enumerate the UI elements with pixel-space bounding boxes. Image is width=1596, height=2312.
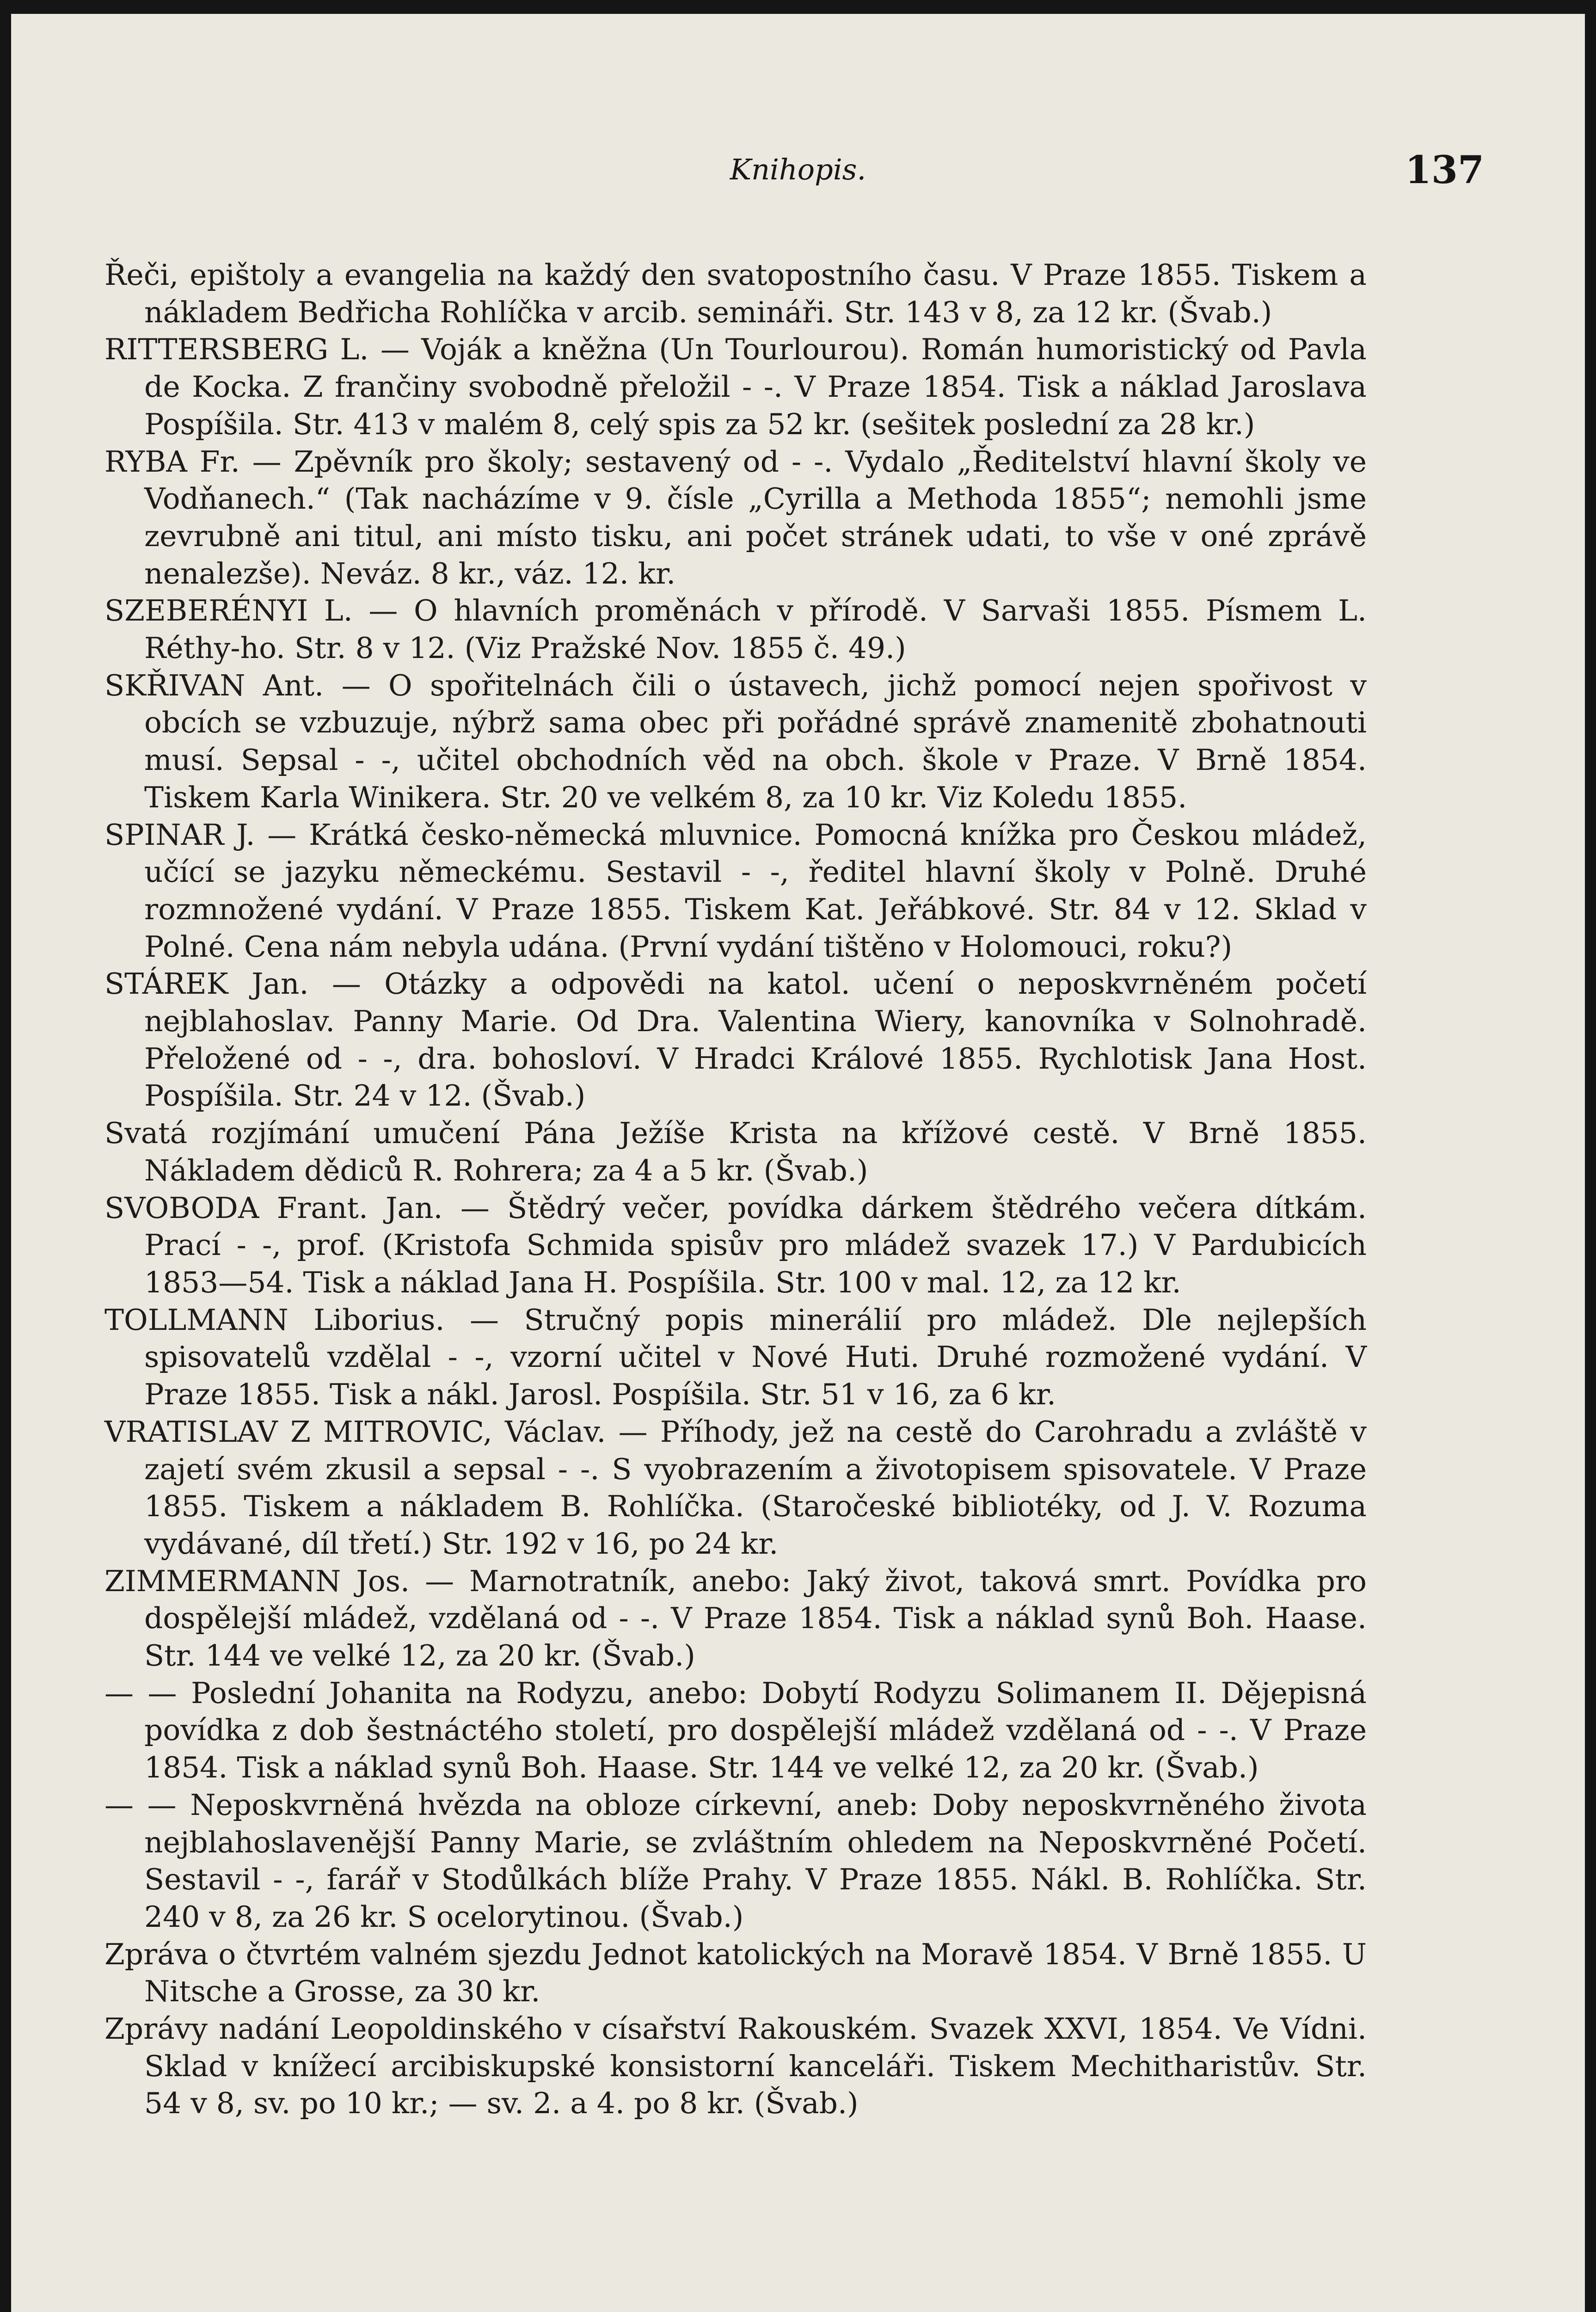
bibliography-entry: SPINAR J. — Krátká česko-německá mluvnice. Pomocná knížka pro Českou mládež, učící se jazyku německému. Sestavil - -, ředitel hlavní školy v Polně. Druhé rozmnožené vydání. V Praze 1855. Tiskem Kat. Jeřábkové. Str. 84 v 12. Sklad v Polné. Cena nám nebyla udána. (První vydání tištěno v Holomouci, roku?) xyxy=(104,818,1367,964)
bibliography-entry: Řeči, epištoly a evangelia na každý den svatopostního času. V Praze 1855. Tiskem a nákladem Bedřicha Rohlíčka v arcib. semináři. Str. 143 v 8, za 12 kr. (Švab.) xyxy=(104,258,1367,329)
bibliography-entry: Svatá rozjímání umučení Pána Ježíše Krista na křížové cestě. V Brně 1855. Nákladem dědiců R. Rohrera; za 4 a 5 kr. (Švab.) xyxy=(104,1116,1367,1187)
bibliography-entry: ZIMMERMANN Jos. — Marnotratník, anebo: Jaký život, taková smrt. Povídka pro dospělejší mládež, vzdělaná od - -. V Praze 1854. Tisk a náklad synů Boh. Haase. Str. 144 ve velké 12, za 20 kr. (Švab.) xyxy=(104,1564,1367,1673)
bibliography-entry: RYBA Fr. — Zpěvník pro školy; sestavený od - -. Vydalo „Ředitelství hlavní školy ve Vodňanech.“ (Tak nacházíme v 9. čísle „Cyrilla a Methoda 1855“; nemohli jsme zevrubně ani titul, ani místo tisku, ani počet stránek udati, to vše v oné zprávě nenalezše). Neváz. 8 kr., váz. 12. kr. xyxy=(104,444,1367,590)
bibliography-list xyxy=(104,257,1367,2122)
bibliography-entry: Zpráva o čtvrtém valném sjezdu Jednot katolických na Moravě 1854. V Brně 1855. U Nitsche a Grosse, za 30 kr. xyxy=(104,1937,1367,2009)
page-header xyxy=(11,148,1585,222)
bibliography-entry: SZEBERÉNYI L. — O hlavních proměnách v přírodě. V Sarvaši 1855. Písmem L. Réthy-ho. Str. 8 v 12. (Viz Pražské Nov. 1855 č. 49.) xyxy=(104,594,1367,665)
page-number: 137 xyxy=(1405,148,1484,192)
book-page xyxy=(11,14,1585,2312)
bibliography-entry: TOLLMANN Liborius. — Stručný popis minerálií pro mládež. Dle nejlepších spisovatelů vzdělal - -, vzorní učitel v Nové Huti. Druhé rozmožené vydání. V Praze 1855. Tisk a nákl. Jarosl. Pospíšila. Str. 51 v 16, za 6 kr. xyxy=(104,1303,1367,1412)
bibliography-entry: VRATISLAV Z MITROVIC, Václav. — Příhody, jež na cestě do Carohradu a zvláště v zajetí svém zkusil a sepsal - -. S vyobrazením a životopisem spisovatele. V Praze 1855. Tiskem a nákladem B. Rohlíčka. (Staročeské bibliotéky, od J. V. Rozuma vydávané, díl třetí.) Str. 192 v 16, po 24 kr. xyxy=(104,1414,1367,1561)
bibliography-entry: — — Neposkvrněná hvězda na obloze církevní, aneb: Doby neposkvrněného života nejblahoslavenější Panny Marie, se zvláštním ohledem na Neposkvrněné Početí. Sestavil - -, farář v Stodůlkách blíže Prahy. V Praze 1855. Nákl. B. Rohlíčka. Str. 240 v 8, za 26 kr. S ocelorytinou. (Švab.) xyxy=(104,1788,1367,1934)
bibliography-entry: SKŘIVAN Ant. — O spořitelnách čili o ústavech, jichž pomocí nejen spořivost v obcích se vzbuzuje, nýbrž sama obec při pořádné správě znamenitě zbohatnouti musí. Sepsal - -, učitel obchodních věd na obch. škole v Praze. V Brně 1854. Tiskem Karla Winikera. Str. 20 ve velkém 8, za 10 kr. Viz Koledu 1855. xyxy=(104,668,1367,814)
bibliography-entry: Zprávy nadání Leopoldinského v císařství Rakouském. Svazek XXVI, 1854. Ve Vídni. Sklad v knížecí arcibiskupské konsistorní kanceláři. Tiskem Mechitharistův. Str. 54 v 8, sv. po 10 kr.; — sv. 2. a 4. po 8 kr. (Švab.) xyxy=(104,2012,1367,2121)
bibliography-entry: STÁREK Jan. — Otázky a odpovědi na katol. učení o neposkvrněném početí nejblahoslav. Panny Marie. Od Dra. Valentina Wiery, kanovníka v Solnohradě. Přeložené od - -, dra. bohosloví. V Hradci Králové 1855. Rychlotisk Jana Host. Pospíšila. Str. 24 v 12. (Švab.) xyxy=(104,967,1367,1113)
running-title: Knihopis. xyxy=(730,153,866,186)
bibliography-entry: SVOBODA Frant. Jan. — Štědrý večer, povídka dárkem štědrého večera dítkám. Prací - -, prof. (Kristofa Schmida spisův pro mládež svazek 17.) V Pardubicích 1853—54. Tisk a náklad Jana H. Pospíšila. Str. 100 v mal. 12, za 12 kr. xyxy=(104,1191,1367,1299)
bibliography-entry: RITTERSBERG L. — Voják a kněžna (Un Tourlourou). Román humoristický od Pavla de Kocka. Z frančiny svobodně přeložil - -. V Praze 1854. Tisk a náklad Jaroslava Pospíšila. Str. 413 v malém 8, celý spis za 52 kr. (sešitek poslední za 28 kr.) xyxy=(104,332,1367,441)
bibliography-entry: — — Poslední Johanita na Rodyzu, anebo: Dobytí Rodyzu Solimanem II. Dějepisná povídka z dob šestnáctého století, pro dospělejší mládež vzdělaná od - -. V Praze 1854. Tisk a náklad synů Boh. Haase. Str. 144 ve velké 12, za 20 kr. (Švab.) xyxy=(104,1676,1367,1785)
